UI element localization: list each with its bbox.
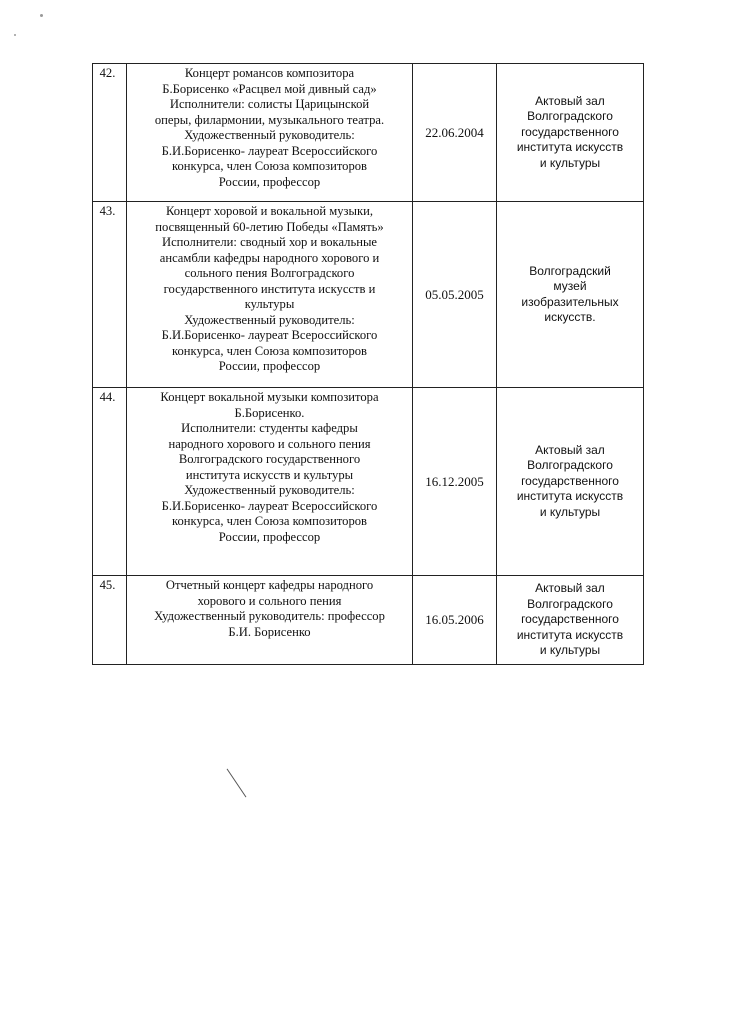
row-number: 42. bbox=[93, 64, 127, 202]
event-venue bbox=[497, 202, 644, 388]
event-line: конкурса, член Союза композиторов bbox=[171, 343, 368, 358]
event-description bbox=[127, 202, 413, 388]
venue-line: изобразительных bbox=[521, 294, 619, 309]
venue-line: Волгоградского bbox=[527, 596, 613, 611]
venue-line: и культуры bbox=[539, 643, 601, 658]
table-row bbox=[93, 64, 644, 202]
event-date: 05.05.2005 bbox=[413, 202, 497, 388]
event-line: Исполнители: солисты Царицынской bbox=[169, 97, 370, 111]
events-table bbox=[92, 63, 644, 665]
event-line: института искусств и культуры bbox=[185, 467, 354, 482]
venue-line: государственного bbox=[521, 473, 619, 488]
event-line: Б.Борисенко «Расцвел мой дивный сад» bbox=[162, 81, 377, 96]
table-row bbox=[93, 202, 644, 388]
event-line: ансамбли кафедры народного хорового и bbox=[159, 250, 380, 265]
table-row bbox=[93, 576, 644, 665]
event-line: Концерт хоровой и вокальной музыки, bbox=[165, 204, 373, 218]
venue-line: музей bbox=[553, 279, 587, 293]
scan-speck bbox=[40, 14, 43, 17]
row-number: 44. bbox=[93, 388, 127, 576]
event-line: сольного пения Волгоградского bbox=[184, 266, 355, 280]
event-line: Художественный руководитель: bbox=[184, 483, 355, 497]
event-line: Исполнители: студенты кафедры bbox=[181, 421, 358, 435]
event-line: конкурса, член Союза композиторов bbox=[171, 159, 368, 173]
event-line: хорового и сольного пения bbox=[197, 593, 342, 608]
event-description bbox=[127, 576, 413, 665]
event-date: 16.05.2006 bbox=[413, 576, 497, 665]
event-line: Б.И.Борисенко- лауреат Всероссийского bbox=[161, 328, 378, 342]
event-line: конкурса, член Союза композиторов bbox=[171, 514, 368, 528]
venue-line: и культуры bbox=[539, 155, 601, 170]
venue-line: искусств. bbox=[544, 310, 596, 324]
event-line: Б.И.Борисенко- лауреат Всероссийского bbox=[161, 498, 378, 513]
venue-line: Актовый зал bbox=[535, 93, 605, 108]
event-line: России, профессор bbox=[218, 529, 321, 544]
event-venue bbox=[497, 64, 644, 202]
event-line: Волгоградского государственного bbox=[178, 452, 361, 466]
venue-line: Актовый зал bbox=[535, 442, 605, 457]
event-line: Исполнители: сводный хор и вокальные bbox=[161, 235, 377, 249]
scan-pen-mark bbox=[227, 769, 247, 798]
venue-line: института искусств bbox=[516, 489, 624, 504]
event-description bbox=[127, 64, 413, 202]
venue-line: и культуры bbox=[539, 504, 601, 519]
event-line: Б.Борисенко. bbox=[234, 405, 305, 420]
row-number: 43. bbox=[93, 202, 127, 388]
event-line: государственного института искусств и bbox=[163, 281, 376, 296]
event-line: посвященный 60-летию Победы «Память» bbox=[155, 219, 384, 234]
venue-line: Актовый зал bbox=[535, 581, 605, 596]
event-line: Концерт вокальной музыки композитора bbox=[160, 390, 379, 404]
event-venue bbox=[497, 576, 644, 665]
row-number: 45. bbox=[93, 576, 127, 665]
event-date: 16.12.2005 bbox=[413, 388, 497, 576]
venue-line: Волгоградский bbox=[529, 263, 611, 278]
event-description bbox=[127, 388, 413, 576]
event-line: Отчетный концерт кафедры народного bbox=[165, 578, 374, 592]
event-line: Художественный руководитель: bbox=[184, 128, 355, 142]
table-row bbox=[93, 388, 644, 576]
venue-line: государственного bbox=[521, 612, 619, 627]
event-line: Художественный руководитель: bbox=[184, 312, 355, 327]
event-line: Б.И. Борисенко bbox=[228, 624, 311, 639]
event-line: народного хорового и сольного пения bbox=[168, 436, 371, 451]
scan-speck bbox=[14, 34, 16, 36]
event-line: Художественный руководитель: профессор bbox=[154, 609, 385, 623]
event-venue bbox=[497, 388, 644, 576]
venue-line: Волгоградского bbox=[527, 458, 613, 473]
event-line: Концерт романсов композитора bbox=[184, 66, 355, 80]
event-line: оперы, филармонии, музыкального театра. bbox=[154, 112, 385, 127]
event-date: 22.06.2004 bbox=[413, 64, 497, 202]
venue-line: государственного bbox=[521, 124, 619, 139]
event-line: России, профессор bbox=[218, 359, 321, 373]
venue-line: Волгоградского bbox=[527, 109, 613, 124]
event-line: Б.И.Борисенко- лауреат Всероссийского bbox=[161, 143, 378, 158]
event-line: России, профессор bbox=[218, 174, 321, 189]
venue-line: института искусств bbox=[516, 627, 624, 642]
venue-line: института искусств bbox=[516, 140, 624, 155]
event-line: культуры bbox=[244, 297, 295, 311]
